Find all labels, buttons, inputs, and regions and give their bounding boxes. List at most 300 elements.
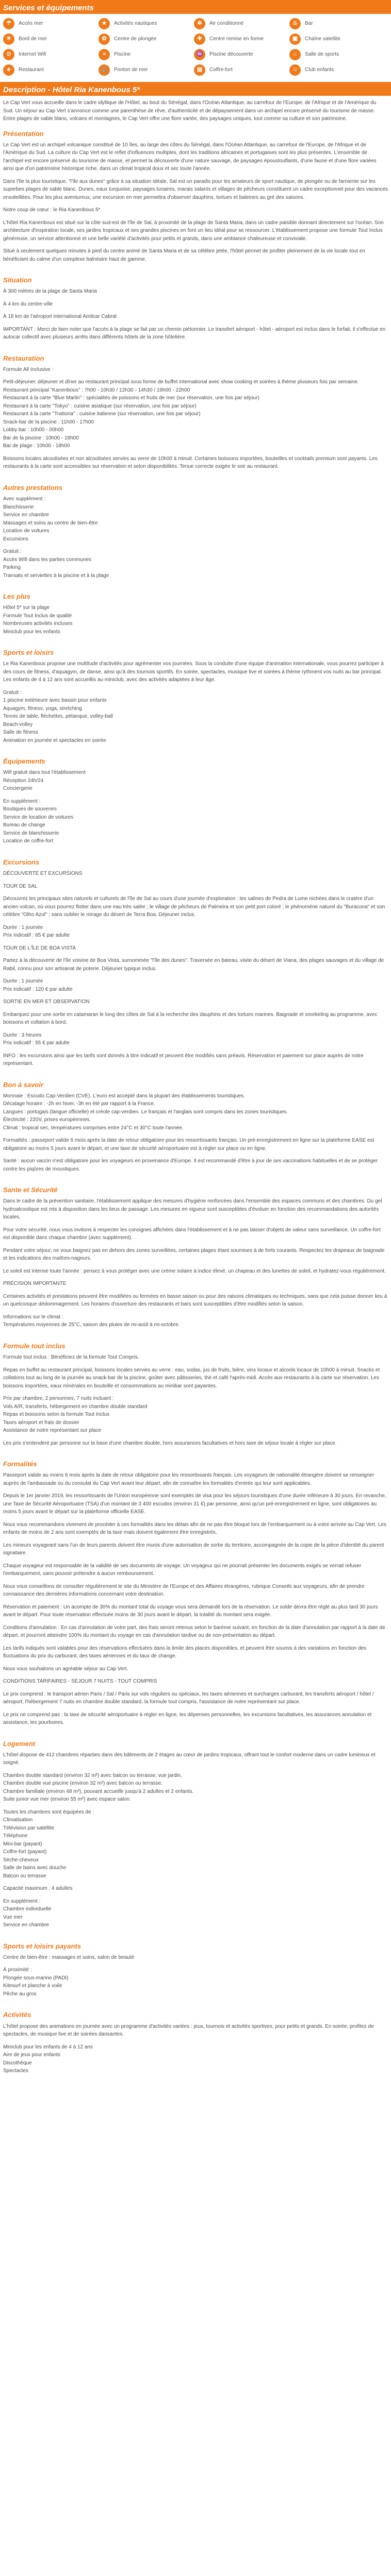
paragraph-block (3, 1267, 388, 1276)
bar-icon: ♨ (289, 18, 301, 29)
text-line: Blanchisserie (3, 504, 34, 510)
text-line: Massages et soins au centre de bien-être (3, 520, 98, 526)
paragraph-block (3, 300, 388, 309)
paragraph-block (3, 548, 388, 580)
text-line: Informations sur le climat : (3, 1314, 63, 1320)
paragraph-block (3, 1885, 388, 1893)
paragraph-gap (3, 890, 388, 895)
text-line: Service en chambre (3, 1922, 49, 1928)
text-line: 1 piscine extérieure avec bassin pour enfants (3, 698, 107, 704)
text-line: Prix indicatif : 120 € par adulte (3, 986, 73, 992)
text-line: À 300 mètres de la plage de Santa Maria (3, 289, 97, 295)
paragraph-block (3, 1751, 388, 1767)
paragraph-block (3, 1280, 388, 1288)
text-line: Chambre double vue piscine (environ 32 m²) avec balcon ou terrasse. (3, 1781, 163, 1787)
restaurant-icon: ♣ (3, 64, 14, 76)
text-line: Excursions (3, 536, 28, 542)
text-line: Climatisation (3, 1817, 33, 1823)
paragraph-block (3, 1439, 388, 1448)
text-line: Repas en buffet au restaurant principal, boissons locales servies au verre : eau, sodas, jus de fruits, bière, vins locaux et alcools locaux de 10h00 à minuit. Snacks et collations tout au long de la journée au snack-bar de la piscine, goûter avec pâtisseries, thé et café l'après-midi. Accès aux restaurants à la carte sur réservation. Les boissons importées, eaux minérales en bouteille et consommations au minibar sont payantes. (3, 1367, 380, 1389)
paragraph-gap (3, 1706, 388, 1711)
paragraph-gap (3, 1686, 388, 1690)
paragraph-block (3, 1247, 388, 1263)
paragraph-block (3, 178, 388, 202)
text-line: Les tarifs indiqués sont valables pour des réservations effectuées dans la limite des places disponibles, et peuvent être soumis à des variations en fonction des fluctuations du prix du carburant, des taxes aériennes et du taux de change. (3, 1645, 367, 1659)
text-line: Découvrez les principaux sites naturels et culturels de l'île de Sal au cours d'une journée d'exploration : les salines de Pedra de Lume nichées dans le cratère d'un ancien volcan, où vous pourrez flotter dans une eau très salée ; le village de pêcheurs de Palmeira et son petit port coloré ; le phénomène naturel du "Buracona" et son célèbre "Olho Azul" ; sans oublier le mirage du désert de Terra Boa. Déjeuner inclus. (3, 896, 385, 918)
paragraph-block (3, 1583, 388, 1599)
paragraph-gap (3, 1487, 388, 1492)
beach-icon: ☂ (3, 18, 14, 29)
text-line: Accès Wifi dans les parties communes (3, 556, 92, 563)
text-line: Miniclub pour les enfants (3, 629, 60, 635)
text-line: Boissons locales alcoolisées et non alcoolisées servies au verre de 10h00 à minuit. Certaines boissons importées, bouteilles et cocktails premium sont payants. Les restaurants à la carte sont accessibles sur réservation et selon disponibilités. Tenue correcte exigée le soir au restaurant. (3, 455, 378, 470)
text-line: Nous vous conseillons de consulter régulièrement le site du Ministère de l'Europe et des Affaires étrangères, rubrique Conseils aux voyageurs, afin de prendre connaissance des dernières informations concernant votre destination. (3, 1583, 365, 1598)
paragraph-block (3, 604, 388, 636)
tv-icon: ▣ (289, 33, 301, 45)
services-section (0, 14, 391, 80)
text-line: Formule All Inclusive : (3, 366, 54, 372)
text-line: Service de location de voitures (3, 814, 74, 820)
paragraph-gap (3, 1027, 388, 1031)
paragraph-block (3, 1353, 388, 1362)
paragraph-gap (3, 1673, 388, 1677)
text-line: Nombreuses activités incluses (3, 621, 73, 627)
paragraph-block (3, 2043, 388, 2075)
text-line: À 18 km de l'aéroport international Amilcar Cabral (3, 314, 117, 320)
paragraph-block (3, 455, 388, 471)
garden-icon: ✿ (99, 33, 110, 45)
text-line: Taxes aéroport et frais de dossier (3, 1419, 79, 1426)
animation-icon: ★ (99, 18, 110, 29)
paragraph-block (3, 1052, 388, 1068)
text-line: Bar de la piscine : 10h00 - 18h00 (3, 435, 79, 441)
paragraph-gap (3, 1288, 388, 1293)
service-label: Accès mer (19, 21, 43, 27)
service-item (3, 49, 99, 60)
services-grid (3, 18, 385, 76)
paragraph-gap (3, 308, 388, 313)
service-label: Salle de sports (305, 52, 339, 58)
paragraph-gap (3, 1727, 388, 1732)
paragraph-gap (3, 1961, 388, 1966)
text-line: DÉCOUVERTE ET EXCURSIONS (3, 871, 83, 877)
text-line: À proximité : (3, 1967, 32, 1973)
paragraph-gap (3, 1557, 388, 1562)
paragraph-block (3, 366, 388, 374)
paragraph-gap (3, 919, 388, 924)
text-line: Gratuit : (3, 689, 22, 696)
text-line: Températures moyennes de 25°C, saison des pluies de mi-août à mi-octobre. (3, 1322, 180, 1328)
paragraph-gap (3, 1242, 388, 1247)
aircon-icon: ❄ (194, 18, 205, 29)
text-line: Tennis de table, fléchettes, pétanque, volley-ball (3, 714, 113, 720)
pool-icon: ≈ (99, 49, 110, 60)
text-line: Climat : tropical sec, températures comprises entre 24°C et 30°C toute l'année. (3, 1125, 184, 1131)
text-line: Vols A/R, transferts, hébergement en chambre double standard (3, 1403, 148, 1410)
text-line: Sèche-cheveux (3, 1857, 39, 1863)
paragraph-block (3, 1197, 388, 1222)
text-line: Toutes les chambres sont équipées de : (3, 1809, 94, 1815)
text-line: Service en chambre (3, 512, 49, 518)
text-line: Gratuit : (3, 549, 22, 555)
paragraph-gap (3, 123, 388, 128)
section-heading: Logement (3, 1739, 36, 1748)
paragraph-block (3, 1137, 388, 1153)
paragraph-gap (3, 636, 388, 640)
service-item (99, 33, 194, 45)
description-content (0, 96, 391, 2090)
paragraph-gap (3, 793, 388, 798)
service-item (289, 33, 385, 45)
paragraph-gap (3, 1006, 388, 1011)
paragraph-block (3, 1624, 388, 1640)
boat-icon: ⚓ (99, 64, 110, 76)
paragraph-block (3, 769, 388, 793)
text-line: Durée : 3 heures (3, 1032, 42, 1038)
beach-service-icon: ☀ (3, 33, 14, 45)
paragraph-gap (3, 1660, 388, 1665)
paragraph-gap (3, 1447, 388, 1452)
text-line: Réservation et paiement : Un acompte de 30% du montant total du voyage vous sera demandé lors de la réservation. Le solde devra être réglé au plus tard 30 jours avant le départ. Pour toute réservation effectuée moins de 30 jours avant le départ, la totalité du montant sera exigée. (3, 1604, 378, 1618)
text-line: Parking (3, 565, 21, 571)
paragraph-gap (3, 173, 388, 178)
text-line: Le soleil est intense toute l'année : pensez à vous protéger avec une crème solaire à indice élevé, un chapeau et des lunettes de soleil, et hydratez-vous régulièrement. (3, 1268, 386, 1274)
service-label: Bord de mer (19, 36, 47, 42)
text-line: Depuis le 1er janvier 2019, les ressortissants de l'Union européenne sont exemptés de visa pour les séjours touristiques d'une durée inférieure à 30 jours. En revanche, une Taxe de Sécurité Aéroportuaire (TSA) d'un montant de 3 400 escudos (environ 31 €) par personne, ainsi qu'un pré-enregistrement en ligne, sont obligatoires au moins 5 jours avant le départ sur la plateforme officielle EASE. (3, 1493, 386, 1515)
paragraph-block (3, 1966, 388, 1998)
paragraph-gap (3, 1390, 388, 1395)
paragraph-block (3, 1521, 388, 1537)
paragraph-block (3, 1492, 388, 1516)
section-heading: Bon à savoir (3, 1080, 44, 1089)
paragraph-block (3, 1690, 388, 1706)
text-line: L'hôtel propose des animations en journée avec un programme d'activités variées : jeux, tournois et activités sportives, pour petits et grands. En soirée, profitez de spectacles, de musique live et de soirées dansantes. (3, 2023, 374, 2038)
service-item (99, 49, 194, 60)
text-line: Chambre familiale (environ 48 m²), pouvant accueillir jusqu'à 2 adultes et 2 enfants. (3, 1788, 194, 1794)
section-heading: Équipements (3, 757, 45, 766)
paragraph-block (3, 1092, 388, 1132)
text-line: Monnaie : Escudo Cap-Verdien (CVE). L'euro est accepté dans la plupart des établissements touristiques. (3, 1093, 245, 1099)
paragraph-gap (3, 1435, 388, 1439)
text-line: Vue mer (3, 1914, 23, 1920)
paragraph-block (3, 247, 388, 263)
service-label: Internet Wifi (19, 52, 46, 58)
paragraph-gap (3, 1153, 388, 1157)
text-line: Langues : portugais (langue officielle) et créole cap-verdien. Le français et l'anglais sont compris dans les zones touristiques. (3, 1109, 288, 1115)
paragraph-gap (3, 1893, 388, 1897)
paragraph-block (3, 287, 388, 296)
text-line: Animation en journée et spectacles en soirée (3, 737, 106, 743)
text-line: Assistance de notre représentant sur place (3, 1428, 102, 1434)
service-label: Piscine (114, 52, 131, 58)
service-label: Club enfants (305, 67, 334, 73)
text-line: Nous vous recommandons vivement de procéder à ces formalités dans les délais afin de ne pas être bloqué lors de l'embarquement ou à votre arrivée au Cap Vert. Les enfants de moins de 2 ans sont exemptés de la taxe mais doivent également être enregistrés. (3, 1521, 386, 1536)
paragraph-gap (3, 450, 388, 455)
text-line: En supplément : (3, 1898, 41, 1904)
section-heading: Formule tout inclus (3, 1342, 66, 1350)
text-line: Salle de fitness (3, 730, 38, 736)
text-line: Téléphone (3, 1833, 28, 1839)
text-line: Avec supplément : (3, 496, 46, 502)
paragraph-block (3, 313, 388, 321)
text-line: Hôtel 5* sur la plage (3, 605, 50, 611)
paragraph-block (3, 1541, 388, 1557)
paragraph-gap (3, 321, 388, 326)
text-line: PRÉCISION IMPORTANTE (3, 1281, 67, 1287)
section-heading: Sante et Sécurité (3, 1186, 58, 1194)
paragraph-block (3, 141, 388, 173)
paragraph-block (3, 957, 388, 973)
paragraph-gap (3, 1047, 388, 1052)
text-line: Chambre double standard (environ 32 m²) avec balcon ou terrasse, vue jardin. (3, 1772, 182, 1778)
kids-icon: ☺ (289, 64, 301, 76)
text-line: Location de voitures (3, 528, 50, 534)
paragraph-block (3, 2023, 388, 2039)
text-line: Petit-déjeuner, déjeuner et dîner au restaurant principal sous forme de buffet international avec show cooking et soirées à thème plusieurs fois par semaine. (3, 379, 359, 385)
text-line: Bureau de change (3, 822, 45, 828)
text-line: Décalage horaire : -2h en hiver, -3h en été par rapport à la France. (3, 1101, 155, 1107)
paragraph-gap (3, 1263, 388, 1267)
paragraph-gap (3, 1537, 388, 1541)
text-line: Situé à seulement quelques minutes à pied du centre animé de Santa Maria et de sa célèbre jetée, l'hôtel permet de profiter pleinement de la vie locale tout en bénéficiant du calme d'un complexe balnéaire haut de gamme. (3, 248, 365, 262)
service-label: Activités nautiques (114, 21, 157, 27)
paragraph-block (3, 944, 388, 953)
description-banner: Description - Hôtel Ria Kanenbous 5* (0, 82, 391, 96)
paragraph-block (3, 883, 388, 891)
text-line: Repas et boissons selon la formule Tout Inclus (3, 1412, 110, 1418)
paragraph-gap (3, 845, 388, 850)
text-line: Dans l'île la plus touristique, "l'île aux dunes" grâce à sa situation idéale, Sal est un paradis pour les amateurs de sport nautique, de plongée ou de farniente sur les superbes plages de sable blanc. Dunes, eaux turquoise, paysages lunaires, marais salants et villages de pêcheurs constituent un cadre exceptionnel pour des vacances ensoleillées. Pour les plus aventureux, une excursion en mer permettra d'observer dauphins, tortues et baleines au gré des saisons. (3, 178, 388, 200)
text-line: INFO : les excursions ainsi que les tarifs sont donnés à titre indicatif et peuvent être modifiés sans préavis. Réservation et paiement sur place auprès de notre représentant. (3, 1053, 364, 1067)
text-line: Restaurant principal "Kanenbous" : 7h00 - 10h30 / 12h30 - 14h30 / 19h00 - 22h00 (3, 387, 190, 393)
service-label: Centre remise en forme (209, 36, 264, 42)
text-line: Chaque voyageur est responsable de la validité de ses documents de voyage. Un voyageur qui ne pourrait présenter les documents exigés se verrait refuser l'embarquement, sans pouvoir prétendre à aucun remboursement. (3, 1563, 362, 1577)
text-line: Le prix comprend : le transport aérien Paris / Sal / Paris sur vols réguliers ou spéciaux, les taxes aériennes et surcharges carburant, les transferts aéroport / hôtel / aéroport, l'hébergement 7 nuits en chambre double standard, la formule tout compris, l'assistance de notre représentant sur place. (3, 1691, 374, 1705)
spa-icon: ✚ (194, 33, 205, 45)
paragraph-block (3, 1897, 388, 1929)
service-item (289, 49, 385, 60)
text-line: Service de blanchisserie (3, 830, 59, 836)
service-label: Coffre-fort (209, 67, 233, 73)
text-line: Dans le cadre de la prévention sanitaire, l'établissement applique des mesures d'hygiène renforcées dans l'ensemble des espaces communs et des chambres. Du gel hydroalcoolique est mis à disposition dans les lieux de passage. Les mesures en vigueur sont susceptibles d'évoluer en fonction des recommandations des autorités locales. (3, 1198, 382, 1221)
text-line: Plongée sous-marine (PADI) (3, 1975, 69, 1981)
paragraph-gap (3, 1640, 388, 1645)
paragraph-gap (3, 1173, 388, 1178)
text-line: Transats et serviettes à la piscine et à la plage (3, 572, 109, 579)
service-label: Chaîne satellite (305, 36, 340, 42)
paragraph-block (3, 1954, 388, 1962)
paragraph-block (3, 1011, 388, 1027)
section-heading: Activités (3, 2011, 31, 2019)
text-line: IMPORTANT : Merci de bien noter que l'accès à la plage se fait par un chemin piétonnier. Le transfert aéroport - hôtel - aéroport est inclus dans le forfait, il s'effectue en autocar collectif avec plusieurs arrêts dans différents hôtels de la zone hôtelière. (3, 326, 386, 341)
paragraph-gap (3, 201, 388, 206)
paragraph-gap (3, 973, 388, 977)
paragraph-gap (3, 1880, 388, 1885)
section-heading: Excursions (3, 858, 40, 866)
paragraph-block (3, 1808, 388, 1880)
paragraph-block (3, 1366, 388, 1391)
text-line: Certaines activités et prestations peuvent être modifiées ou fermées en basse saison ou pour des raisons climatiques ou techniques, sans que cela puisse donner lieu à un quelconque dédommagement. Les horaires d'ouverture des restaurants et bars sont susceptibles d'être modifiés selon la saison. (3, 1293, 387, 1308)
text-line: Restaurant à la carte "Trattoria" : cuisine italienne (sur réservation, une fois par séjour) (3, 411, 201, 417)
text-line: Formalités : passeport valide 6 mois après la date de retour obligatoire pour les ressortissants français. Un pré-enregistrement en ligne sur la plateforme EASE est obligatoire au moins 5 jours avant le départ, et une taxe de sécurité aéroportuaire est à régler sur place ou en ligne. (3, 1138, 374, 1151)
text-line: Snack-bar de la piscine : 11h00 - 17h00 (3, 419, 94, 425)
heated-pool-icon: ♒ (194, 49, 205, 60)
paragraph-block (3, 1031, 388, 1047)
safe-icon: ▤ (194, 64, 205, 76)
paragraph-gap (3, 993, 388, 998)
paragraph-gap (3, 263, 388, 268)
text-line: Location de coffre-fort (3, 838, 54, 844)
service-label: Centre de plongée (114, 36, 157, 42)
service-label: Air conditionné (209, 21, 244, 27)
text-line: Embarquez pour une sortie en catamaran le long des côtes de Sal à la recherche des dauphins et des tortues marines. Baignade et snorkeling au programme, avec boissons et collation à bord. (3, 1011, 378, 1026)
text-line: Les mineurs voyageant sans l'un de leurs parents doivent être munis d'une autorisation de sortie du territoire, accompagnée de la copie de la pièce d'identité du parent signataire. (3, 1542, 384, 1556)
paragraph-gap (3, 374, 388, 378)
paragraph-block (3, 1711, 388, 1727)
text-line: Partez à la découverte de l'île voisine de Boa Vista, surnommée "l'île des dunes". Traversée en bateau, visite du désert de Viana, des plages sauvages et du village de Rabil, connu pour son artisanat de poterie. Déjeuner typique inclus. (3, 958, 384, 972)
paragraph-gap (3, 1619, 388, 1624)
text-line: Aquagym, fitness, yoga, stretching (3, 705, 82, 711)
text-line: Restaurant à la carte "Tokyo" : cuisine asiatique (sur réservation, une fois par séjour) (3, 403, 197, 409)
paragraph-gap (3, 952, 388, 957)
text-line: Notre coup de cœur : le Ria Kanenbous 5* (3, 207, 101, 213)
service-item (289, 18, 385, 29)
paragraph-gap (3, 471, 388, 476)
text-line: Miniclub pour les enfants de 4 à 12 ans (3, 2044, 93, 2050)
paragraph-gap (3, 1929, 388, 1934)
paragraph-gap (3, 296, 388, 300)
paragraph-block (3, 378, 388, 450)
text-line: Kitesurf et planche à voile (3, 1983, 62, 1989)
paragraph-gap (3, 1132, 388, 1137)
paragraph-gap (3, 684, 388, 689)
paragraph-block (3, 1226, 388, 1242)
section-heading: Sports et loisirs payants (3, 1942, 81, 1950)
text-line: Prix indicatif : 55 € par adulte (3, 1040, 70, 1046)
text-line: Spectacles (3, 2068, 28, 2074)
section-heading: Restauration (3, 354, 44, 362)
service-item (194, 64, 289, 76)
text-line: TOUR DE L'ÎLE DE BOA VISTA (3, 945, 76, 951)
service-label: Restaurant (19, 67, 44, 73)
paragraph-gap (3, 940, 388, 944)
services-banner: Services et équipements (0, 0, 391, 14)
text-line: Pêche au gros (3, 1991, 37, 1997)
paragraph-block (3, 660, 388, 684)
paragraph-gap (3, 1329, 388, 1334)
section-heading: Situation (3, 276, 32, 284)
text-line: Coffre-fort (payant) (3, 1849, 47, 1855)
section-heading: Autres prestations (3, 483, 62, 492)
text-line: Santé : aucun vaccin n'est obligatoire pour les voyageurs en provenance d'Europe. Il est recommandé d'être à jour de ses vaccinations habituelles et de se protéger contre les piqûres de moustiques. (3, 1158, 378, 1172)
section-heading: Sports et loisirs (3, 649, 54, 657)
paragraph-block (3, 870, 388, 878)
paragraph-block (3, 1645, 388, 1660)
text-line: Prix indicatif : 65 € par adulte (3, 933, 70, 939)
paragraph-gap (3, 2039, 388, 2043)
section-heading: Présentation (3, 129, 44, 138)
paragraph-block (3, 326, 388, 342)
service-item (194, 18, 289, 29)
text-line: Prix par chambre, 2 personnes, 7 nuits incluant : (3, 1396, 114, 1402)
paragraph-block (3, 495, 388, 543)
paragraph-block (3, 206, 388, 214)
section-heading: Les plus (3, 592, 30, 601)
paragraph-gap (3, 1222, 388, 1226)
text-line: Durée : 1 journée (3, 924, 43, 930)
text-line: Aire de jeux pour enfants (3, 2052, 61, 2058)
paragraph-block (3, 895, 388, 919)
text-line: Conciergerie (3, 786, 32, 792)
paragraph-gap (3, 1804, 388, 1808)
text-line: SORTIE EN MER ET OBSERVATION (3, 999, 90, 1005)
paragraph-block (3, 99, 388, 123)
paragraph-block (3, 1772, 388, 1804)
room-icon: ⌂ (289, 49, 301, 60)
text-line: Le Ria Kanenbous propose une multitude d'activités pour agrémenter vos journées. Sous la conduite d'une équipe d'animation internationale, vous pourrez participer à des cours de fitness, d'aquagym, de danse, ainsi qu'à des tournois sportifs. En soirée, spectacles, musique live et soirées à thème rythment vos nuits au bar principal. Les enfants de 4 à 12 ans sont accueillis au miniclub, avec des activités adaptées à leur âge. (3, 661, 384, 683)
paragraph-gap (3, 1068, 388, 1073)
text-line: Salle de bains avec douche (3, 1865, 67, 1871)
paragraph-gap (3, 1578, 388, 1583)
paragraph-block (3, 1665, 388, 1673)
service-label: Piscine découverte (209, 52, 253, 58)
text-line: Électricité : 220V, prises européennes. (3, 1117, 91, 1123)
paragraph-gap (3, 2075, 388, 2080)
paragraph-gap (3, 1516, 388, 1521)
text-line: Capacité maximum : 4 adultes (3, 1886, 73, 1892)
text-line: Bar de plage : 10h00 - 18h00 (3, 443, 70, 449)
paragraph-block (3, 977, 388, 993)
service-item (99, 64, 194, 76)
text-line: Durée : 1 journée (3, 978, 43, 985)
service-item (289, 64, 385, 76)
text-line: Discothèque (3, 2060, 32, 2066)
service-item (3, 64, 99, 76)
text-line: Le Cap Vert est un archipel volcanique constitué de 10 îles, au large des côtes du Sénégal, dans l'Océan Atlantique, au carrefour de l'Europe, de l'Afrique et de l'Amérique du Sud. La culture du Cap Vert est le reflet d'influences multiples, dont les traditions africaines et portugaises sont les plus présentes. L'ensemble de l'archipel est encore préservé du tourisme de masse, et permet la découverte d'une nature sauvage, de paysages époustouflants, d'une faune et d'une flore variées ainsi que d'un patrimoine historique riche, dans un climat tropical doux et sec toute l'année. (3, 142, 377, 172)
paragraph-gap (3, 1998, 388, 2003)
text-line: Restaurant à la carte "Blue Marlin" : spécialités de poissons et fruits de mer (sur réservation, une fois par séjour) (3, 395, 259, 401)
text-line: L'hôtel Ria Kanenbous est situé sur la côte sud-est de l'île de Sal, à proximité de la plage de Santa Maria, dans un cadre paisible donnant directement sur l'océan. Son architecture d'inspiration locale, ses jardins tropicaux et ses grandes piscines en font un lieu idéal pour se ressourcer. L'établissement propose une formule Tout Inclus généreuse, un service attentionné et une belle variété d'activités pour petits et grands, dans une ambiance chaleureuse et conviviale. (3, 219, 384, 242)
text-line: Wifi gratuit dans tout l'établissement (3, 770, 86, 776)
paragraph-block (3, 689, 388, 745)
service-item (194, 33, 289, 45)
wifi-icon: ⊙ (3, 49, 14, 60)
paragraph-gap (3, 580, 388, 584)
service-item (194, 49, 289, 60)
text-line: Nous vous souhaitons un agréable séjour au Cap Vert. (3, 1666, 128, 1672)
text-line: L'hôtel dispose de 412 chambres réparties dans des bâtiments de 2 étages au cœur de jardins tropicaux, offrant tout le confort moderne dans un cadre lumineux et soigné. (3, 1752, 376, 1766)
paragraph-gap (3, 878, 388, 883)
text-line: Le Cap Vert vous accueille dans le cadre idyllique de l'Hôtel, au bout du Sénégal, dans l'Océan Atlantique, au carrefour de l'Europe, de l'Afrique et de l'Amérique du Sud. Un séjour au Cap Vert s'annonce comme une parenthèse de rêve, d'authenticité et de dépaysement dans un archipel encore préservé du tourisme de masse. Entre plages de sable blanc, volcans et montagnes, le Cap Vert offre une flore variée, des paysages uniques, tout comme sa culture et son patrimoine. (3, 100, 377, 122)
text-line: Formule tout inclus : Bénéficiez de la formule Tout Compris. (3, 1354, 139, 1361)
text-line: Beach-volley (3, 721, 33, 727)
paragraph-gap (3, 1599, 388, 1603)
paragraph-block (3, 1313, 388, 1329)
text-line: Le prix ne comprend pas : la taxe de sécurité aéroportuaire à régler en ligne, les dépenses personnelles, les excursions facultatives, les assurances annulation et assistance, les pourboires. (3, 1711, 372, 1726)
text-line: Pendant votre séjour, ne vous baignez pas en dehors des zones surveillées, certaines plages étant soumises à de forts courants. Respectez les drapeaux de baignade et les indications des maîtres-nageurs. (3, 1247, 385, 1262)
paragraph-block (3, 219, 388, 243)
text-line: Chambre individuelle (3, 1906, 52, 1912)
paragraph-gap (3, 1309, 388, 1313)
text-line: Lobby bar : 10h00 - 00h00 (3, 427, 64, 433)
paragraph-gap (3, 1362, 388, 1366)
service-item (3, 33, 99, 45)
paragraph-gap (3, 744, 388, 749)
paragraph-block (3, 1603, 388, 1619)
text-line: Mini-bar (payant) (3, 1841, 42, 1847)
text-line: Pour votre sécurité, nous vous invitons à respecter les consignes affichées dans l'établissement et à ne pas laisser d'objets de valeur sans surveillance. Un coffre-fort est disponible dans chaque chambre (avec supplément). (3, 1227, 381, 1241)
text-line: À 4 km du centre-ville (3, 301, 53, 307)
